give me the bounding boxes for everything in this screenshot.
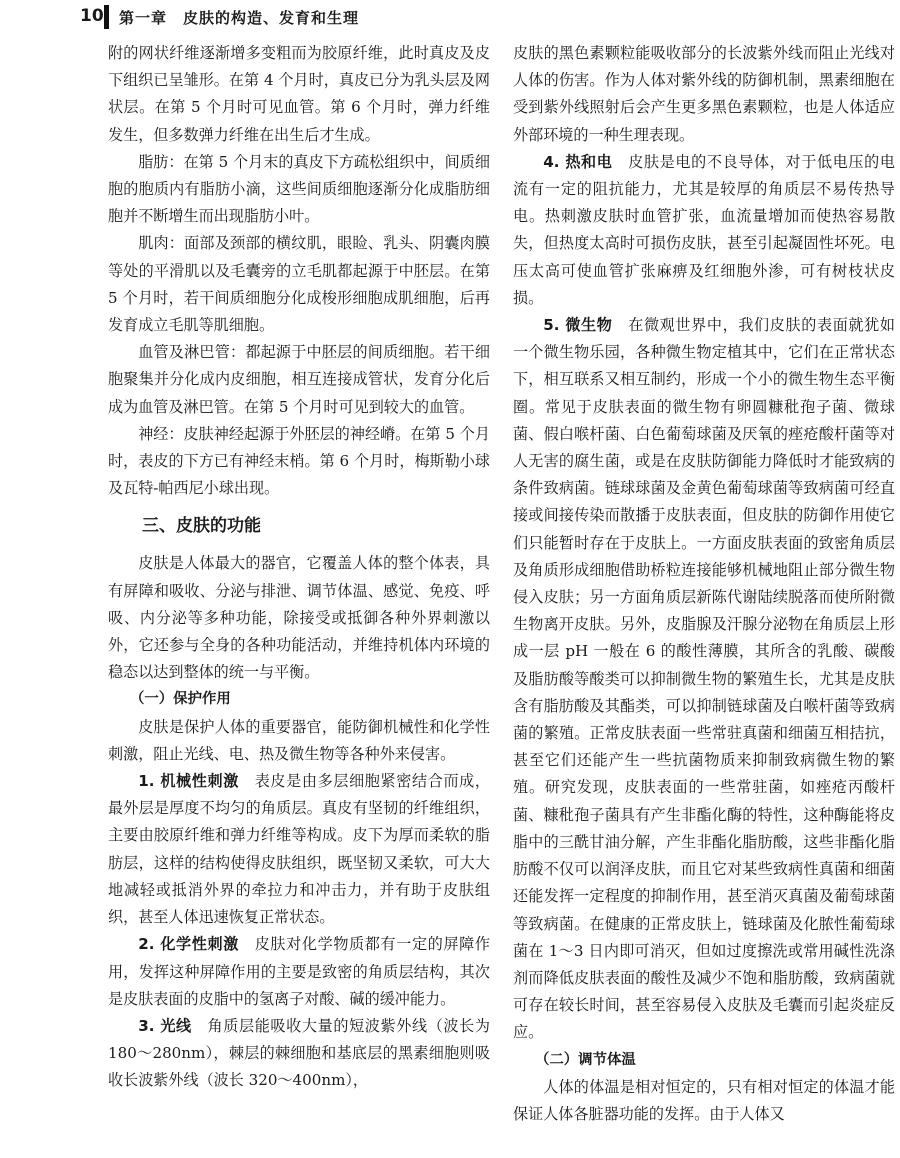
paragraph-microbes <box>513 312 895 1046</box>
paragraph-light-continued: 皮肤的黑色素颗粒能吸收部分的长波紫外线而阻止光线对人体的伤害。作为人体对紫外线的防御机制，黑素细胞在受到紫外线照射后会产生更多黑色素颗粒，也是人体适应外部环境的一种生理表现。 <box>513 44 895 144</box>
item-text-light: 角质层能吸收大量的短波紫外线（波长为 180～280nm），棘层的棘细胞和基底层的黑素细胞则吸收长波紫外线（波长 320～400nm）， <box>108 1016 490 1090</box>
page-number: 10 <box>80 6 104 26</box>
paragraph-temperature: 人体的体温是相对恒定的，只有相对恒定的体温才能保证人体各脏器功能的发挥。由于人体又 <box>513 1077 895 1123</box>
item-lead-chemical: 2. 化学性刺激 <box>138 935 239 954</box>
paragraph-mechanical <box>108 768 490 931</box>
header-divider-bar <box>104 5 109 29</box>
item-lead-heat: 4. 热和电 <box>543 152 613 171</box>
paragraph-heat-electricity <box>513 149 895 312</box>
left-column <box>108 40 490 1095</box>
paragraph-chemical <box>108 931 490 1013</box>
paragraph-light <box>108 1013 490 1095</box>
paragraph-vessels: 血管及淋巴管：都起源于中胚层的间质细胞。若干细胞聚集并分化成内皮细胞，相互连接成管状，发育分化后成为血管及淋巴管。在第 5 个月时可见到较大的血管。 <box>108 343 490 416</box>
item-text-microbes: 在微观世界中，我们皮肤的表面就犹如一个微生物乐园，各种微生物定植其中，它们在正常状态下，相互联系又相互制约，形成一个小的微生物生态平衡圈。常见于皮肤表面的微生物有卵圆糠秕孢子菌、微球菌、假白喉杆菌、白色葡萄球菌及厌氧的痤疮酸杆菌等对人无害的腐生菌，或是在皮肤防御能力降低时才能致病的条件致病菌。链球球菌及金黄色葡萄球菌等致病菌可经直接或间接传染而散播于皮肤表面，但皮肤的防御作用使它们只能暂时存在于皮肤上。一方面皮肤表面的致密角质层及角质形成细胞借助桥粒连接能够机械地阻止部分微生物侵入皮肤；另一方面角质层新陈代谢陆续脱落而使所附微生物离开皮肤。另外，皮脂腺及汗腺分泌物在角质层上形成一层 pH 一般在 6 的酸性薄膜，其所含的乳酸、碳酸及脂肪酸等酸类可以抑制微生物的繁殖生长，尤其是皮肤含有脂肪酸及其酯类，可以抑制链球菌及白喉杆菌等致病菌的繁殖。正常皮肤表面一些常驻真菌和细菌互相拮抗，甚至它们还能产生一些抗菌物质来抑制致病微生物的繁殖。研究发现，皮肤表面的一些常驻菌，如痤疮丙酸杆菌、糠秕孢子菌具有产生非酯化酶的特性，这种酶能将皮脂中的三酰甘油分解，产生非酯化脂肪酸，这些非酯化脂肪酸不仅可以润泽皮肤，而且它对某些致病性真菌和细菌还能发挥一定程度的抑制作用，甚至消灭真菌及葡萄球菌等致病菌。在健康的正常皮肤上，链球菌及化脓性葡萄球菌在 1～3 日内即可消灭，但如过度擦洗或常用碱性洗涤剂而降低皮肤表面的酸性及减少不饱和脂肪酸，致病菌就可存在较长时间，甚至容易侵入皮肤及毛囊而引起炎症反应。 <box>513 316 895 1042</box>
item-text-mechanical: 表皮是由多层细胞紧密结合而成，最外层是厚度不均匀的角质层。真皮有坚韧的纤维组织，主要由胶原纤维和弹力纤维等构成。皮下为厚而柔软的脂肪层，这样的结构使得皮肤组织，既坚韧又柔软，可大大地减轻或抵消外界的牵拉力和冲击力，并有助于皮肤组织，甚至人体迅速恢复正常状态。 <box>108 772 490 927</box>
right-column <box>513 40 895 1128</box>
section-heading: 三、皮肤的功能 <box>142 516 261 537</box>
paragraph-muscle: 肌肉：面部及颈部的横纹肌，眼睑、乳头、阴囊肉膜等处的平滑肌以及毛囊旁的立毛肌都起源于中胚层。在第 5 个月时，若干间质细胞分化成梭形细胞成肌细胞，后再发育成立毛肌等肌细胞。 <box>108 234 490 335</box>
page-header <box>0 0 900 34</box>
paragraph: 附的网状纤维逐渐增多变粗而为胶原纤维，此时真皮及皮下组织已呈雏形。在第 4 个月时，真皮已分为乳头层及网状层。在第 5 个月时可见血管。第 6 个月时，弹力纤维发生，但多数弹力纤维在出生后才生成。 <box>108 44 490 144</box>
subheading-temperature: （二）调节体温 <box>535 1051 636 1068</box>
item-lead-mechanical: 1. 机械性刺激 <box>138 772 239 791</box>
chapter-title: 第一章 皮肤的构造、发育和生理 <box>119 9 360 27</box>
paragraph-nerves: 神经：皮肤神经起源于外胚层的神经嵴。在第 5 个月时，表皮的下方已有神经末梢。第 6 个月时，梅斯勒小球及瓦特-帕西尼小球出现。 <box>108 424 490 498</box>
item-text-chemical: 皮肤对化学物质都有一定的屏障作用，发挥这种屏障作用的主要是致密的角质层结构，其次是皮肤表面的皮脂中的氢离子对酸、碱的缓冲能力。 <box>108 935 490 1008</box>
item-text-heat: 皮肤是电的不良导体，对于低电压的电流有一定的阻抗能力，尤其是较厚的角质层不易传热导电。热刺激皮肤时血管扩张，血流量增加而使热容易散失，但热度太高时可损伤皮肤，甚至引起凝固性坏死。电压太高可使血管扩张麻痹及红细胞外渗，可有树枝状皮损。 <box>513 152 895 307</box>
item-lead-microbes: 5. 微生物 <box>543 316 613 335</box>
paragraph-protection: 皮肤是保护人体的重要器官，能防御机械性和化学性刺激，阻止光线、电、热及微生物等各种外来侵害。 <box>108 717 490 763</box>
paragraph-skin-functions: 皮肤是人体最大的器官，它覆盖人体的整个体表，具有屏障和吸收、分泌与排泄、调节体温、感觉、免疫、呼吸、内分泌等多种功能，除接受或抵御各种外界刺激以外，它还参与全身的各种功能活动，并维持机体内环境的稳态以达到整体的统一与平衡。 <box>108 554 490 682</box>
item-lead-light: 3. 光线 <box>138 1016 192 1035</box>
subheading-protection: （一）保护作用 <box>130 691 231 708</box>
paragraph-fat: 脂肪：在第 5 个月末的真皮下方疏松组织中，间质细胞的胞质内有脂肪小滴，这些间质细胞逐渐分化成脂肪细胞并不断增生而出现脂肪小叶。 <box>108 152 490 226</box>
